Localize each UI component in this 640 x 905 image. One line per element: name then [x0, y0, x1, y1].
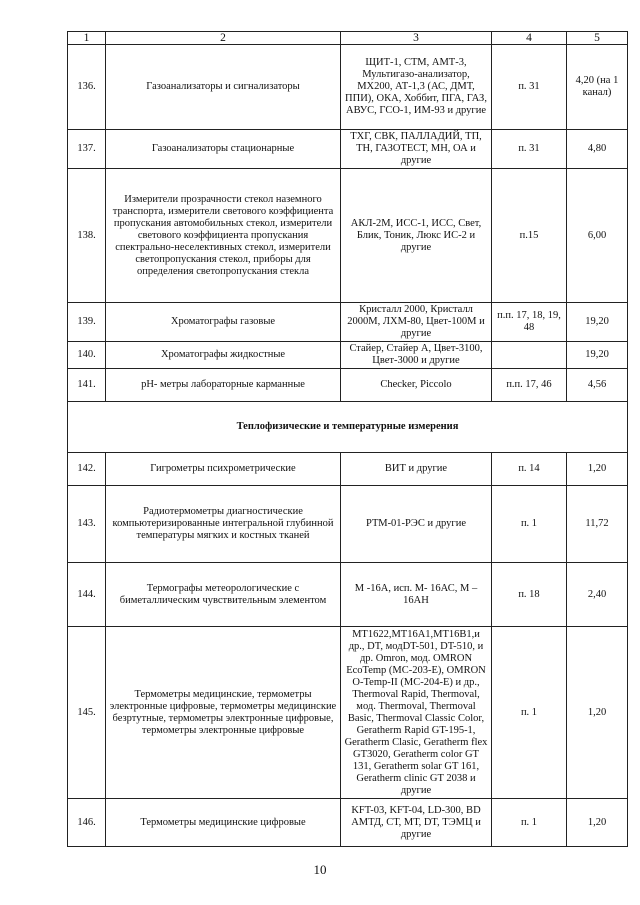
price-value: 4,20 (на 1 канал)	[567, 45, 628, 130]
row-number: 138.	[68, 169, 106, 303]
row-number: 136.	[68, 45, 106, 130]
table-row	[68, 563, 628, 627]
instrument-name: Радиотермометры диагностические компьютеризированные интегральной глубинной температуры мягких и костных тканей	[106, 486, 341, 563]
price-value: 4,80	[567, 130, 628, 169]
method-reference: п. 1	[492, 799, 567, 847]
instrument-name: Газоанализаторы стационарные	[106, 130, 341, 169]
method-reference: п.п. 17, 46	[492, 369, 567, 402]
section-row	[68, 402, 628, 453]
table-row	[68, 453, 628, 486]
instrument-name: Термометры медицинские цифровые	[106, 799, 341, 847]
instrument-name: Измерители прозрачности стекол наземного транспорта, измерители светового коэффициента пропускания автомобильных стекол, измерители светового коэффициента пропускания спектрально-неселективных стекол, измерители светопропускания стекол, приборы для определения светопропускания стекла	[106, 169, 341, 303]
method-reference: п. 14	[492, 453, 567, 486]
header-cell: 5	[567, 32, 628, 45]
table-row	[68, 486, 628, 563]
instrument-types: МТ1622,МТ16А1,МТ16В1,и др., DT, модDT-501, DT-510, и др. Omron, мод. OMRON EcoTemp (MC-203-E), OMRON O-Temp-II (MC-204-E) и др., Thermoval Rapid, Thermoval, мод. Thermoval, Thermoval Basic, Thermoval Classic Color, Geratherm Rapid GT-195-1, Geratherm Clasic, Geratherm flex GT3020, Geratherm color GT 131, Geratherm solar GT 161, Geratherm clinic GT 2038 и другие	[341, 627, 492, 799]
price-value: 11,72	[567, 486, 628, 563]
instrument-types: KFT-03, KFT-04, LD-300, BD АМТД, СТ, МТ, DT, ТЭМЦ и другие	[341, 799, 492, 847]
method-reference: п. 31	[492, 45, 567, 130]
row-number: 144.	[68, 563, 106, 627]
row-number: 139.	[68, 303, 106, 342]
table-row	[68, 369, 628, 402]
method-reference: п.15	[492, 169, 567, 303]
price-value: 2,40	[567, 563, 628, 627]
instrument-name: Хроматографы газовые	[106, 303, 341, 342]
page-number: 10	[313, 862, 327, 877]
instrument-types: Checker, Piccolo	[341, 369, 492, 402]
row-number: 142.	[68, 453, 106, 486]
header-row	[68, 32, 628, 45]
instrument-types: Стайер, Стайер А, Цвет-3100, Цвет-3000 и другие	[341, 342, 492, 369]
method-reference: п.п. 17, 18, 19, 48	[492, 303, 567, 342]
table-row	[68, 627, 628, 799]
instrument-name: Хроматографы жидкостные	[106, 342, 341, 369]
table-row	[68, 303, 628, 342]
instrument-types: ВИТ и другие	[341, 453, 492, 486]
instrument-types: Кристалл 2000, Кристалл 2000М, ЛХМ-80, Цвет-100М и другие	[341, 303, 492, 342]
row-number: 146.	[68, 799, 106, 847]
row-number: 143.	[68, 486, 106, 563]
table-row	[68, 130, 628, 169]
instrument-name: Газоанализаторы и сигнализаторы	[106, 45, 341, 130]
instrument-types: РТМ-01-РЭС и другие	[341, 486, 492, 563]
price-value: 1,20	[567, 453, 628, 486]
header-cell: 4	[492, 32, 567, 45]
price-value: 19,20	[567, 303, 628, 342]
method-reference: п. 18	[492, 563, 567, 627]
section-title: Теплофизические и температурные измерения	[68, 402, 628, 453]
table-row	[68, 342, 628, 369]
price-value: 1,20	[567, 799, 628, 847]
header-cell: 2	[106, 32, 341, 45]
header-cell: 3	[341, 32, 492, 45]
price-value: 6,00	[567, 169, 628, 303]
price-value: 4,56	[567, 369, 628, 402]
header-cell: 1	[68, 32, 106, 45]
price-value: 19,20	[567, 342, 628, 369]
row-number: 145.	[68, 627, 106, 799]
table-row	[68, 799, 628, 847]
instrument-name: Термометры медицинские, термометры электронные цифровые, термометры медицинские безртутные, термометры электронные цифровые, термометры электронные цифровые	[106, 627, 341, 799]
row-number: 141.	[68, 369, 106, 402]
instrument-types: ТХГ, СВК, ПАЛЛАДИЙ, ТП, ТН, ГАЗОТЕСТ, МН, ОА и другие	[341, 130, 492, 169]
instrument-name: pH- метры лабораторные карманные	[106, 369, 341, 402]
price-value: 1,20	[567, 627, 628, 799]
method-reference: п. 1	[492, 627, 567, 799]
instrument-name: Термографы метеорологические с биметаллическим чувствительным элементом	[106, 563, 341, 627]
method-reference: п. 31	[492, 130, 567, 169]
instrument-name: Гигрометры психрометрические	[106, 453, 341, 486]
table-row	[68, 45, 628, 130]
row-number: 137.	[68, 130, 106, 169]
row-number: 140.	[68, 342, 106, 369]
instrument-table	[67, 31, 628, 847]
instrument-types: М -16А, исп. М- 16АС, М – 16АН	[341, 563, 492, 627]
table-row	[68, 169, 628, 303]
instrument-types: АКЛ-2М, ИСС-1, ИСС, Свет, Блик, Тоник, Люкс ИС-2 и другие	[341, 169, 492, 303]
method-reference	[492, 342, 567, 369]
instrument-types: ЩИТ-1, СТМ, АМТ-3, Мультигазо-анализатор, МХ200, АТ-1,3 (АС, ДМТ, ППИ), ОКА, Хоббит, ПГА, ГАЗ, АВУС, ГСО-1, ИМ-93 и другие	[341, 45, 492, 130]
method-reference: п. 1	[492, 486, 567, 563]
